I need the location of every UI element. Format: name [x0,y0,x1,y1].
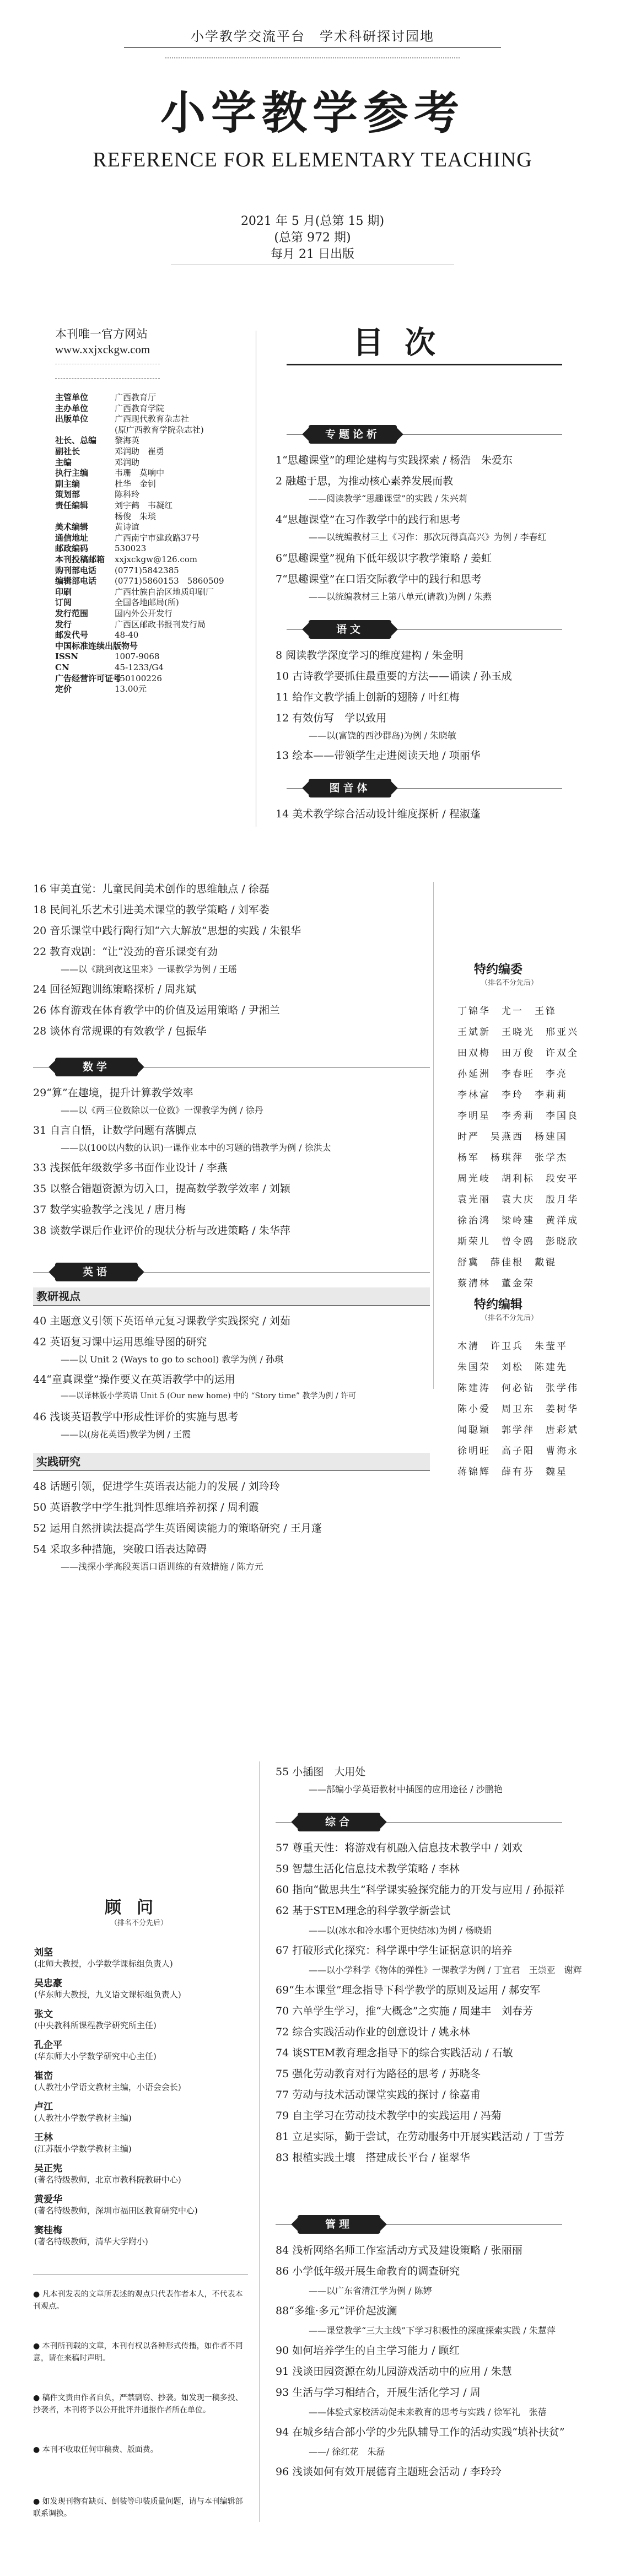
te-name-row: 周光岐 胡利标 段安平 [457,1173,579,1184]
issue-date: 2021 年 5 月(总第 15 期) [240,214,385,228]
masthead-value: 530023 [115,543,147,554]
journal-title: 小学教学参考 [160,87,465,139]
masthead-label: 通信地址 [55,532,89,543]
tb-name-row: 蒋锦辉 薛有芬 魏星 [457,1467,568,1478]
masthead-row [55,392,156,403]
guwen-note: （排名不分先后） [110,1919,168,1927]
toc-item[interactable]: 88“多维·多元”评价起波澜 [276,2305,397,2317]
tb-name-row: 闻聪颖 郭学萍 唐彩斌 [457,1425,579,1436]
subsection-jiaoyan: 教研视点 [33,1287,430,1305]
toc-item[interactable]: 29“算”在趣境，提升计算教学效率 [33,1087,193,1099]
toc-subtitle: ——以(冰水和冷水哪个更快结冰)为例 / 杨晓娟 [309,1925,492,1936]
masthead-row [55,533,200,543]
te-name-row: 杨军 杨琪萍 张学杰 [457,1152,568,1163]
masthead-label: 购刊部电话 [55,565,97,575]
toc-item[interactable]: 24 回径短跑训练策略探析 / 周兆斌 [33,983,196,995]
advisor-name: 黄爱华 [34,2194,62,2205]
toc-subtitle: ——部编小学英语教材中插图的应用途径 / 沙鹏艳 [309,1784,503,1794]
tb-name-row: 徐明旺 高子阳 曹海永 [457,1446,579,1457]
advisor-title: (著名特级教师，清华大学附小) [34,2237,148,2246]
te-name-row: 斯荣儿 曾令鸥 彭晓欣 [457,1236,579,1247]
masthead-label: 邮发代号 [55,630,89,640]
masthead-label: 发行 [55,619,72,629]
toc-item[interactable]: 42 英语复习课中运用思维导图的研究 [33,1336,207,1348]
masthead-value: 黎海英 [115,435,140,446]
te-name-row: 王斌新 王晓光 邢亚兴 [457,1027,579,1038]
masthead-label: 主管单位 [55,392,89,402]
toc-item[interactable]: 13 绘本——带领学生走进阅读天地 / 项丽华 [276,750,481,762]
section-badge-zhuanti: 专题论析 [309,425,397,444]
masthead-row [55,500,173,511]
advisor-name: 刘坚 [34,1947,53,1958]
top-note: 小学教学交流平台 学术科研探讨园地 [191,29,434,44]
toc-item[interactable]: 16 审美直觉：儿童民间美术创作的思维触点 / 徐磊 [33,883,270,895]
masthead-value: (0771)5860153 5860509 [115,576,224,586]
advisor-title: (人教社小学数学教材主编) [34,2113,132,2123]
masthead-value: 45-1233/G4 [115,662,164,672]
masthead-value: 广西区邮政书报刊发行局 [115,619,206,629]
te-name-row: 舒冀 薛佳根 戴锟 [457,1257,557,1268]
toc-item[interactable]: 11 给作文教学插上创新的翅膀 / 叶红梅 [276,691,460,703]
masthead-row [55,446,164,457]
subsection-rule [33,1305,430,1306]
site-divider [55,378,160,379]
toc-subtitle: ——以广东省清江学为例 / 陈婷 [309,2286,432,2296]
toc-item[interactable]: 38 谈数学课后作业评价的现状分析与改进策略 / 朱华萍 [33,1225,290,1237]
masthead-value: 杨俊 朱琰 [115,511,157,521]
toc-item[interactable]: 86 小学低年级开展生命教育的调查研究 [276,2265,460,2277]
advisor-title: (著名特级教师，北京市教科院教研中心) [34,2175,181,2185]
masthead-value: 刘宇鹤 韦凝红 [115,500,173,510]
toc-subtitle: ——阅读教学“思趣课堂”的实践 / 朱兴莉 [309,493,467,504]
masthead-row [55,425,204,435]
masthead-row [55,608,173,619]
masthead-label: 出版单位 [55,414,89,424]
te-name-row: 孙延洲 李春旺 李亮 [457,1069,568,1080]
masthead-label: CN [55,662,69,672]
section-badge-yuwen: 语文 [309,620,391,639]
tb-name-row: 木清 许卫兵 朱莹平 [457,1341,568,1352]
advisor-name: 崔峦 [34,2071,53,2082]
advisor-title: (中央教科所课程教学研究所主任) [34,2020,157,2030]
masthead-label: ISSN [55,651,79,662]
masthead-value: 48-40 [115,630,139,640]
toc-item[interactable]: 74 谈STEM教育理念指导下的综合实践活动 / 石敏 [276,2047,513,2059]
masthead-value: 韦珊 莫响中 [115,468,165,478]
toc-item[interactable]: 70 六单学生学习，推“大概念”之实施 / 周建丰 刘春芳 [276,2005,534,2017]
column-divider [433,882,434,1389]
section-badge-guanli: 管理 [298,2215,380,2234]
advisor-title: (华东师大小学数学研究中心主任) [34,2051,157,2061]
masthead-value: 杜华 金钊 [115,478,157,489]
masthead-value: 1007-9068 [115,651,160,662]
masthead-row [55,403,164,414]
toc-item[interactable]: 69“生本课堂”理念指导下科学教学的原则及运用 / 郝安军 [276,1984,541,1996]
toc-item[interactable]: 67 打破形式化探究：科学课中学生证据意识的培养 [276,1944,513,1957]
toc-subtitle: ——体验式家校活动促未来教育的思考与实践 / 徐军礼 张蓓 [309,2407,547,2417]
section-badge-zonghe: 综合 [298,1813,380,1831]
masthead-value: 国内外公开发行 [115,608,173,618]
toc-item[interactable]: 54 采取多种措施，突破口语表达障碍 [33,1543,207,1555]
masthead-label: 策划部 [55,489,80,500]
toc-item[interactable]: 18 民间礼乐艺术引进美术课堂的教学策略 / 刘军娄 [33,904,270,916]
advisor-title: (华东师大教授，九义语文课标组负责人) [34,1990,181,2000]
toc-item[interactable]: 12 有效仿写 学以致用 [276,712,387,724]
toc-subtitle: ——以《两三位数除以一位数》一课教学为例 / 徐丹 [61,1105,263,1115]
tb-name-row: 陈建涛 何必钻 张学伟 [457,1383,579,1394]
toc-item[interactable]: 72 综合实践活动作业的创意设计 / 姚永林 [276,2026,470,2038]
section-badge-shuxue: 数学 [55,1058,138,1076]
toc-subtitle: ——以统编教材三上第八单元(请教)为例 / 朱燕 [309,591,492,602]
page-3 [0,1717,625,2576]
toc-item[interactable]: 60 指向“做思共生”科学课实验探究能力的开发与应用 / 孙振祥 [276,1884,565,1896]
toc-item[interactable]: 94 在城乡结合部小学的少先队辅导工作的活动实践“填补扶贫” [276,2426,565,2438]
tb-note: （排名不分先后） [481,1314,538,1322]
toc-subtitle: ——浅探小学高段英语口语训练的有效措施 / 陈方元 [61,1561,263,1572]
masthead-row [55,522,139,532]
toc-item[interactable]: 31 自言自悟，让数学问题有落脚点 [33,1124,197,1136]
masthead-row [55,662,164,673]
te-name-row: 徐治鸿 梁岭建 黄洋成 [457,1215,579,1226]
toc-item[interactable]: 55 小插图 大用处 [276,1766,366,1778]
toc-item[interactable]: 90 如何培养学生的自主学习能力 / 顾红 [276,2345,460,2357]
te-name-row: 时严 吴燕西 杨建国 [457,1131,568,1143]
subsection-rule [33,1470,430,1471]
masthead-row [55,457,139,468]
masthead-value: 陈科玲 [115,489,140,500]
masthead-label: 责任编辑 [55,500,89,510]
toc-item[interactable]: 91 浅谈田园资源在幼儿园游戏活动中的应用 / 朱慧 [276,2365,512,2378]
journal-english-title: REFERENCE FOR ELEMENTARY TEACHING [93,148,532,171]
toc-subtitle: ——以 Unit 2 (Ways to go to school) 教学为例 / 孙琪 [61,1354,283,1365]
toc-item[interactable]: 28 谈体育常规课的有效教学 / 包振华 [33,1025,207,1037]
notice-item: ● 凡本刊发表的文章所表述的观点只代表作者本人，不代表本刊观点。 [33,2290,243,2311]
masthead-label: 副社长 [55,446,80,456]
tb-name-row: 陈小爱 周卫东 姜树华 [457,1404,579,1415]
te-heading: 特约编委 [474,962,523,977]
masthead-value: xxjxckgw@126.com [115,554,198,564]
page-2 [0,859,625,1717]
toc-item[interactable]: 96 浅谈如何有效开展德育主题班会活动 / 李玲玲 [276,2466,502,2478]
masthead-value: 邓润助 [115,457,140,467]
toc-item[interactable]: 75 强化劳动教育对行为路径的思考 / 苏晓冬 [276,2068,481,2080]
toc-subtitle: ——以(100以内数的认识)一课作业本中的习题的错教学为例 / 徐洪太 [61,1143,331,1153]
toc-item[interactable]: 6“思趣课堂”视角下低年级识字教学策略 / 姜虹 [276,552,492,564]
advisor-title: (江苏版小学数学教材主编) [34,2144,132,2154]
masthead-row [55,597,179,608]
toc-item[interactable]: 84 浅析网络名师工作室活动方式及建设策略 / 张丽丽 [276,2244,522,2256]
masthead-value: 广西现代教育杂志社 [115,414,190,424]
subsection-shijian: 实践研究 [33,1453,430,1470]
toc-subtitle: ——以统编教材三上《习作：那次玩得真高兴》为例 / 李春红 [309,532,547,542]
toc-item[interactable]: 10 古诗教学要抓住最重要的方法——诵读 / 孙玉成 [276,670,512,682]
masthead-row [55,543,146,554]
column-divider [259,1761,260,2522]
toc-subtitle: ——以《跳到夜这里来》一课教学为例 / 王瑶 [61,964,237,974]
te-name-row: 蔡清林 董金荣 [457,1278,535,1289]
masthead-row [55,651,159,662]
notice-item: ● 如发现刊物有缺页、倒装等印装质量问题，请与本刊编辑部联系调换。 [33,2497,243,2518]
site-url[interactable]: www.xxjxckgw.com [55,343,150,356]
toc-item[interactable]: 8 阅读教学深度学习的维度建构 / 朱金明 [276,649,464,661]
masthead-label: 主编 [55,457,72,467]
masthead-label: 发行范围 [55,608,89,618]
masthead-label: 定价 [55,684,72,694]
te-note: （排名不分先后） [481,979,538,987]
toc-item[interactable]: 48 话题引领，促进学生英语表达能力的发展 / 刘玲玲 [33,1480,280,1492]
masthead-value: 广西南宁市建政路37号 [115,532,200,543]
tb-name-row: 朱国荣 刘松 陈建先 [457,1362,568,1373]
masthead-label: 邮政编码 [55,543,89,554]
toc-item[interactable]: 7“思趣课堂”在口语交际教学中的践行和思考 [276,573,482,585]
toc-item[interactable]: 4“思趣课堂”在习作教学中的践行和思考 [276,514,461,526]
masthead-value: (原广西教育学院杂志社) [115,424,204,435]
toc-item[interactable]: 1“思趣课堂”的理论建构与实践探索 / 杨浩 朱爱东 [276,454,513,466]
masthead-row [55,576,224,586]
masthead-row [55,565,179,576]
toc-item[interactable]: 2 融趣于思，为推动核心素养发展而教 [276,475,454,487]
masthead-row [55,640,138,651]
section-badge-yingyu: 英语 [55,1263,138,1281]
toc-item[interactable]: 50 英语教学中学生批判性思维培养初探 / 周利霞 [33,1501,259,1513]
masthead-value: 广西教育厅 [115,392,157,402]
page-1 [0,0,625,859]
contents-title: 目次 [353,325,456,361]
header-rule [124,47,501,48]
issue-total: (总第 972 期) [274,231,351,245]
toc-subtitle: ——以译林版小学英语 Unit 5 (Our new home) 中的 “Story time” 教学为例 / 许可 [61,1392,357,1400]
advisor-title: (人教社小学语文教材主编，小语会会长) [34,2082,181,2092]
masthead-value: 广西教育学院 [115,403,165,413]
toc-item[interactable]: 62 基于STEM理念的科学教学新尝试 [276,1905,451,1917]
masthead-value: 450100226 [115,673,162,683]
masthead-value: 全国各地邮局(所) [115,597,179,608]
toc-subtitle: ——以(富饶的西沙群岛)为例 / 朱晓敏 [309,730,457,741]
toc-item[interactable]: 40 主题意义引领下英语单元复习课教学实践探究 / 刘茹 [33,1315,290,1327]
masthead-row [55,554,197,565]
toc-item[interactable]: 26 体育游戏在体育教学中的价值及运用策略 / 尹湘兰 [33,1004,280,1016]
notice-item: ● 本刊不收取任何审稿费、版面费。 [33,2445,158,2454]
masthead-row [55,684,147,694]
te-name-row: 李明星 李秀莉 李国良 [457,1111,579,1122]
masthead-row [55,587,214,597]
toc-item[interactable]: 14 美术教学综合活动设计维度探析 / 程淑蓬 [276,808,481,820]
masthead-row [55,511,156,522]
toc-item[interactable]: 83 根植实践土壤 搭建成长平台 / 崔翠华 [276,2152,470,2164]
masthead-row [55,479,156,489]
toc-item[interactable]: 33 浅探低年级数学多书面作业设计 / 李燕 [33,1162,228,1174]
tb-heading: 特约编辑 [474,1297,523,1312]
masthead-label: 本刊投稿邮箱 [55,554,105,564]
masthead-label: 副主编 [55,478,80,489]
toc-subtitle: ——以(房花英语)教学为例 / 王霞 [61,1429,191,1440]
masthead-label: 印刷 [55,586,72,597]
advisor-name: 卢江 [34,2101,53,2112]
masthead-row [55,468,164,478]
masthead-label: 订阅 [55,597,72,608]
advisor-name: 吴正宪 [34,2163,62,2174]
masthead-label: 执行主编 [55,468,89,478]
masthead-row [55,435,139,446]
toc-item[interactable]: 22 教育戏剧：“让”没劲的音乐课变有劲 [33,946,218,958]
header-dotted-rule [165,57,460,58]
toc-item[interactable]: 44“童真课堂”操作要义在英语教学中的运用 [33,1373,235,1386]
masthead-row [55,619,206,630]
masthead-label: 编辑部电话 [55,576,97,586]
toc-subtitle: ——课堂教学“三大主线”下学习积极性的深度探索实践 / 朱慧萍 [309,2325,556,2336]
masthead-row [55,630,138,640]
masthead-row [55,489,139,500]
masthead-value: 邓润助 崔勇 [115,446,165,456]
masthead-value: (0771)5842385 [115,565,179,575]
masthead-label: 社长、总编 [55,435,97,446]
toc-item[interactable]: 93 生活与学习相结合，开展生活化学习 / 周 [276,2386,481,2399]
toc-item[interactable]: 35 以整合错题资源为切入口，提高数学教学效率 / 刘颖 [33,1183,290,1195]
advisor-title: (北师大教授，小学数学课标组负责人) [34,1959,173,1969]
toc-item[interactable]: 37 数学实验教学之浅见 / 唐月梅 [33,1204,186,1216]
advisor-name: 孔企平 [34,2040,62,2051]
toc-item[interactable]: 77 劳动与技术活动课堂实践的探讨 / 徐嘉甫 [276,2089,481,2101]
te-name-row: 田双梅 田万俊 许双全 [457,1048,579,1059]
toc-subtitle: ——以小学科学《物体的弹性》一课教学为例 / 丁宜君 王崇亚 谢辉 [309,1965,582,1975]
notice-rule [33,2274,248,2275]
notice-item: ● 本刊所刊载的文章，本刊有权以各种形式传播，如作者不同意，请在来稿时声明。 [33,2342,243,2363]
masthead-row [55,673,162,684]
contents-title-rule [287,364,562,365]
masthead-label: 中国标准连续出版物号 [55,640,138,651]
te-name-row: 丁锦华 尤一 王锋 [457,1006,557,1017]
issue-schedule: 每月 21 日出版 [271,247,354,261]
site-heading: 本刊唯一官方网站 [55,327,148,341]
toc-item[interactable]: 46 浅谈英语教学中形成性评价的实施与思考 [33,1411,239,1423]
toc-item[interactable]: 20 音乐课堂中践行陶行知“六大解放”思想的实践 / 朱银华 [33,925,301,937]
masthead-row [55,414,189,424]
advisor-name: 王林 [34,2132,53,2143]
notice-item: ● 稿件文责由作者自负，严禁剽窃、抄袭。如发现一稿多投、抄袭者，本刊将予以公开批评并通报作者所在单位。 [33,2394,243,2415]
section-badge-tuyinti: 图音体 [309,779,391,797]
masthead-value: 黄诗谊 [115,522,140,532]
advisor-name: 吴忠豪 [34,1978,62,1989]
toc-item[interactable]: 52 运用自然拼读法提高学生英语阅读能力的策略研究 / 王月蓬 [33,1522,322,1534]
advisor-title: (著名特级教师，深圳市福田区教育研究中心) [34,2206,198,2216]
masthead-label: 广告经营许可证号 [55,673,122,683]
masthead-label: 主办单位 [55,403,89,413]
advisor-name: 张文 [34,2009,53,2020]
advisor-name: 窦桂梅 [34,2225,62,2236]
toc-item[interactable]: 57 尊重天性：将游戏有机融入信息技术教学中 / 刘欢 [276,1842,522,1854]
masthead-value: 13.00元 [115,684,147,694]
toc-item[interactable]: 79 自主学习在劳动技术教学中的实践运用 / 冯菊 [276,2110,502,2122]
guwen-heading: 顾问 [105,1898,169,1917]
masthead-value: 广西壮族自治区地质印刷厂 [115,586,214,597]
toc-subtitle: ——/ 徐红花 朱磊 [309,2446,385,2457]
masthead-label: 美术编辑 [55,522,89,532]
te-name-row: 李林富 李玲 李莉莉 [457,1090,568,1101]
te-name-row: 袁光丽 袁大庆 殷月华 [457,1194,579,1205]
toc-item[interactable]: 81 立足实际，勤于尝试，在劳动服务中开展实践活动 / 丁雪芳 [276,2131,564,2143]
toc-item[interactable]: 59 智慧生活化信息技术教学策略 / 李林 [276,1863,460,1875]
